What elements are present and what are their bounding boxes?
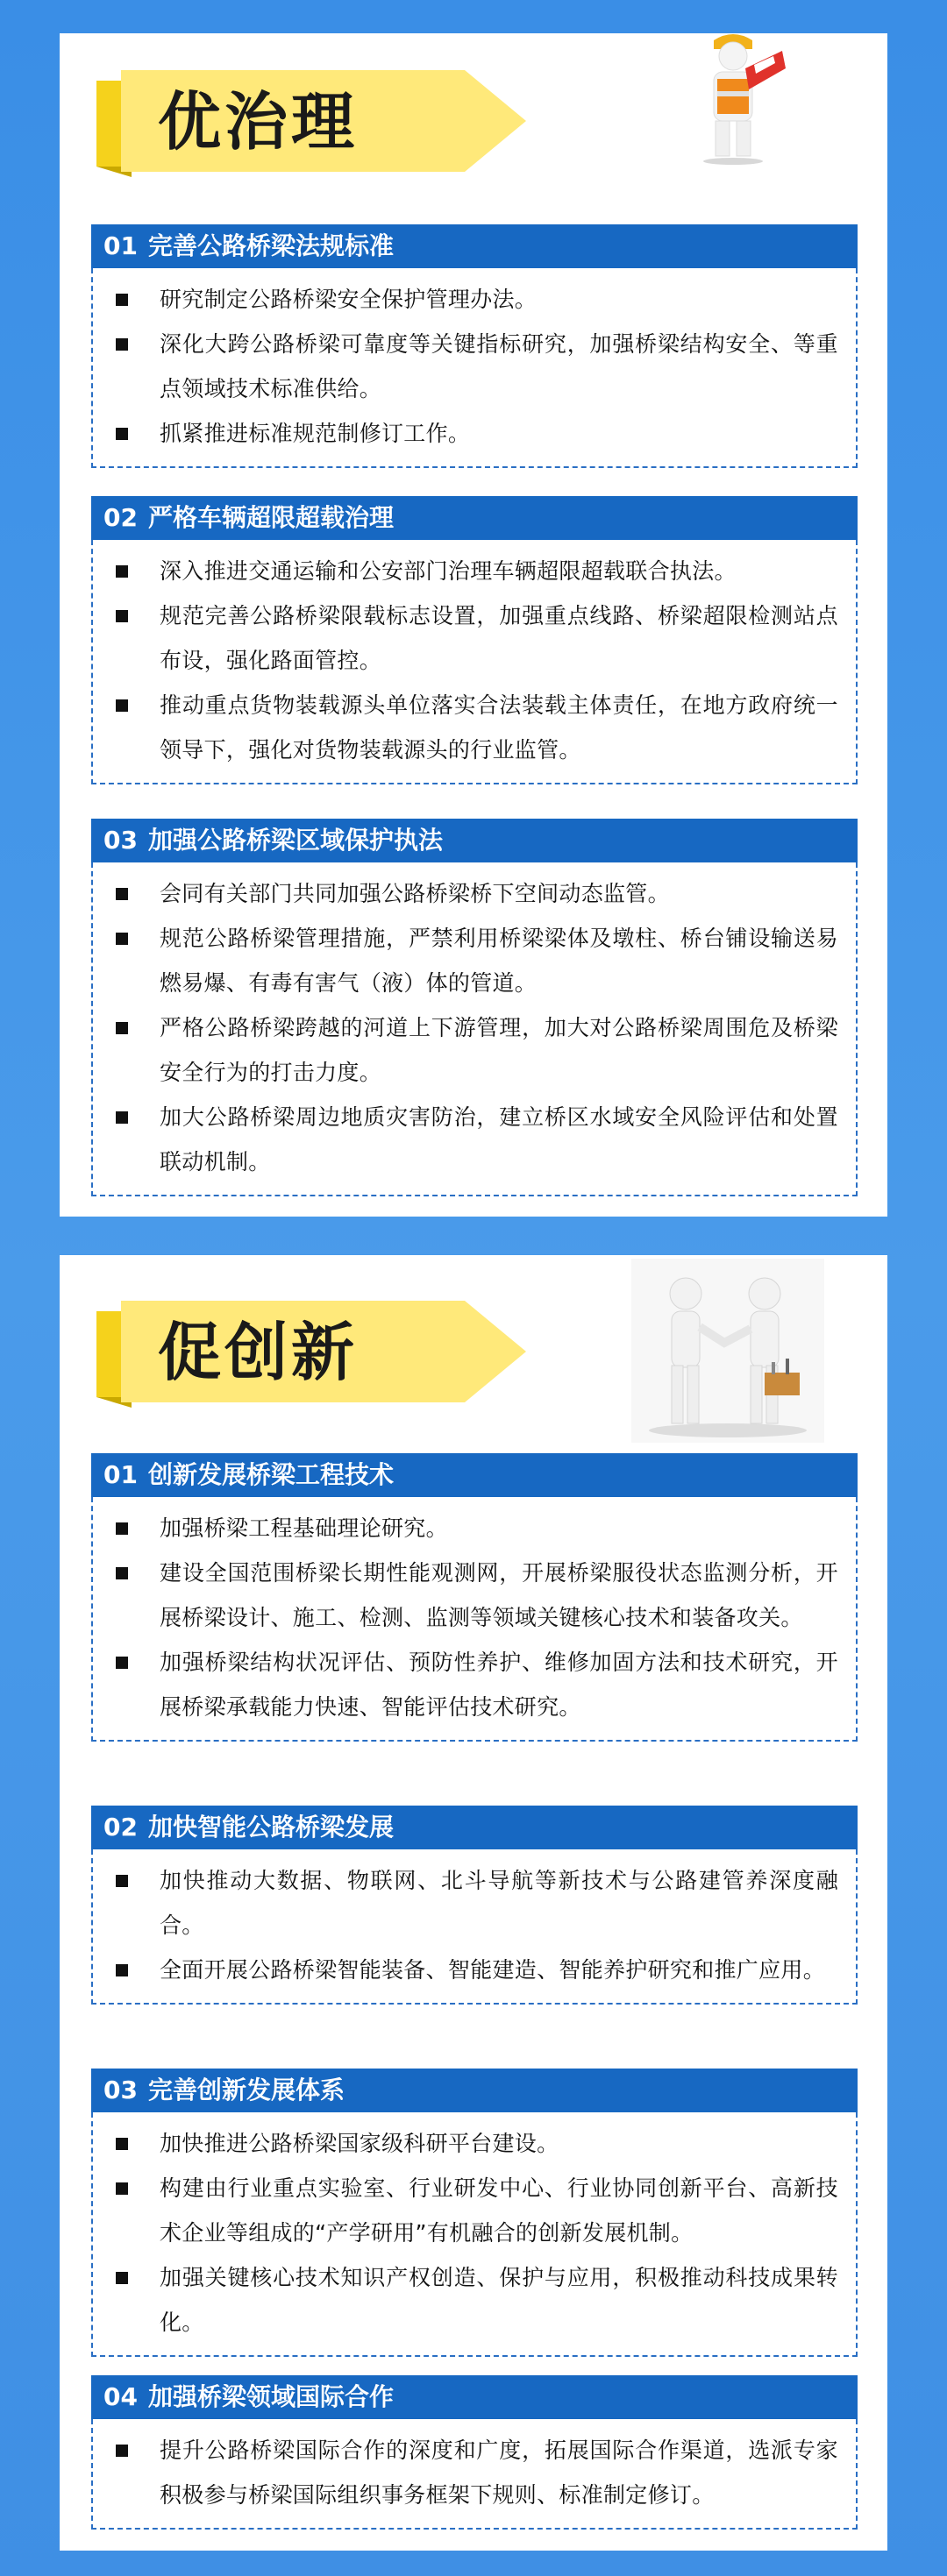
section-2-3 xyxy=(91,2069,858,2357)
section-heading: 创新发展桥梁工程技术 xyxy=(147,1460,394,1489)
bullet-square-icon xyxy=(116,1022,128,1034)
list-item xyxy=(116,1858,838,1948)
section-heading: 完善创新发展体系 xyxy=(147,2076,345,2104)
list-item xyxy=(116,1551,838,1640)
section-number: 01 xyxy=(103,231,138,260)
section-2-1 xyxy=(91,1453,858,1742)
panel-title: 促创新 xyxy=(158,1316,359,1389)
item-text: 抓紧推进标准规范制修订工作。 xyxy=(160,421,471,446)
bullet-square-icon xyxy=(116,1567,128,1579)
bullet-square-icon xyxy=(116,565,128,578)
list-item xyxy=(116,871,838,916)
title-banner xyxy=(96,70,526,177)
section-body xyxy=(91,540,858,784)
list-item xyxy=(116,2166,838,2255)
item-text: 加大公路桥梁周边地质灾害防治，建立桥区水域安全风险评估和处置联动机制。 xyxy=(160,1104,838,1174)
list-item xyxy=(116,2255,838,2345)
bullet-square-icon xyxy=(116,2272,128,2284)
section-heading: 加快智能公路桥梁发展 xyxy=(147,1813,394,1842)
list-item xyxy=(116,593,838,683)
bullet-square-icon xyxy=(116,1522,128,1535)
item-text: 加快推动大数据、物联网、北斗导航等新技术与公路建管养深度融合。 xyxy=(160,1868,838,1938)
bullet-square-icon xyxy=(116,933,128,945)
item-text: 加强桥梁结构状况评估、预防性养护、维修加固方法和技术研究，开展桥梁承载能力快速、智能评估技术研究。 xyxy=(160,1650,838,1720)
section-header xyxy=(91,819,858,862)
section-body xyxy=(91,2419,858,2530)
item-text: 会同有关部门共同加强公路桥梁桥下空间动态监管。 xyxy=(160,881,670,906)
bullet-square-icon xyxy=(116,2138,128,2150)
section-header xyxy=(91,224,858,268)
section-header xyxy=(91,2069,858,2112)
section-header xyxy=(91,1453,858,1497)
item-text: 研究制定公路桥梁安全保护管理办法。 xyxy=(160,287,538,312)
list-item xyxy=(116,1005,838,1095)
bullet-square-icon xyxy=(116,428,128,440)
bullet-square-icon xyxy=(116,338,128,351)
section-body xyxy=(91,1497,858,1742)
section-number: 03 xyxy=(103,826,138,855)
section-heading: 加强公路桥梁区域保护执法 xyxy=(147,826,443,855)
section-body xyxy=(91,1849,858,2005)
item-text: 规范完善公路桥梁限载标志设置，加强重点线路、桥梁超限检测站点布设，强化路面管控。 xyxy=(160,603,838,673)
bullet-square-icon xyxy=(116,2182,128,2195)
bullet-square-icon xyxy=(116,610,128,622)
item-text: 全面开展公路桥梁智能装备、智能建造、智能养护研究和推广应用。 xyxy=(160,1957,826,1983)
section-number: 04 xyxy=(103,2382,138,2411)
section-number: 03 xyxy=(103,2076,138,2104)
item-text: 构建由行业重点实验室、行业研发中心、行业协同创新平台、高新技术企业等组成的“产学研用”有机融合的创新发展机制。 xyxy=(160,2175,838,2246)
section-number: 02 xyxy=(103,1813,138,1842)
list-item xyxy=(116,549,838,593)
bullet-square-icon xyxy=(116,1964,128,1976)
section-header xyxy=(91,1806,858,1849)
panel-innovation xyxy=(60,1255,887,2551)
list-item xyxy=(116,322,838,411)
bullet-square-icon xyxy=(116,888,128,900)
item-text: 规范公路桥梁管理措施，严禁利用桥梁梁体及墩柱、桥台铺设输送易燃易爆、有毒有害气（液）体的管道。 xyxy=(160,926,838,996)
section-1-1 xyxy=(91,224,858,468)
item-text: 提升公路桥梁国际合作的深度和广度，拓展国际合作渠道，选派专家积极参与桥梁国际组织事务框架下规则、标准制定修订。 xyxy=(160,2438,838,2508)
bullet-square-icon xyxy=(116,2445,128,2457)
item-text: 加强桥梁工程基础理论研究。 xyxy=(160,1515,448,1541)
item-text: 严格公路桥梁跨越的河道上下游管理，加大对公路桥梁周围危及桥梁安全行为的打击力度。 xyxy=(160,1015,838,1085)
bullet-square-icon xyxy=(116,1111,128,1124)
bullet-square-icon xyxy=(116,1657,128,1669)
section-body xyxy=(91,2112,858,2357)
list-item xyxy=(116,1948,838,1992)
list-item xyxy=(116,277,838,322)
list-item xyxy=(116,1095,838,1184)
item-text: 加强关键核心技术知识产权创造、保护与应用，积极推动科技成果转化。 xyxy=(160,2265,838,2335)
list-item xyxy=(116,683,838,772)
panel-governance xyxy=(60,33,887,1217)
section-heading: 严格车辆超限超载治理 xyxy=(147,503,394,532)
panel-title: 优治理 xyxy=(158,85,359,159)
section-number: 01 xyxy=(103,1460,138,1489)
section-1-2 xyxy=(91,496,858,784)
bullet-square-icon xyxy=(116,699,128,712)
section-heading: 完善公路桥梁法规标准 xyxy=(147,231,394,260)
worker-with-traffic-cone-icon xyxy=(687,33,793,165)
section-body xyxy=(91,268,858,468)
list-item xyxy=(116,916,838,1005)
section-body xyxy=(91,862,858,1196)
section-header xyxy=(91,496,858,540)
title-banner xyxy=(96,1301,526,1408)
section-2-2 xyxy=(91,1806,858,2005)
handshake-people-icon xyxy=(631,1259,824,1443)
list-item xyxy=(116,1640,838,1729)
section-heading: 加强桥梁领域国际合作 xyxy=(147,2382,394,2411)
item-text: 推动重点货物装载源头单位落实合法装载主体责任，在地方政府统一领导下，强化对货物装载源头的行业监管。 xyxy=(160,692,838,763)
section-header xyxy=(91,2375,858,2419)
list-item xyxy=(116,1506,838,1551)
bullet-square-icon xyxy=(116,1875,128,1887)
section-2-4 xyxy=(91,2375,858,2530)
bullet-square-icon xyxy=(116,294,128,306)
item-text: 建设全国范围桥梁长期性能观测网，开展桥梁服役状态监测分析，开展桥梁设计、施工、检测、监测等领域关键核心技术和装备攻关。 xyxy=(160,1560,838,1630)
item-text: 深入推进交通运输和公安部门治理车辆超限超载联合执法。 xyxy=(160,558,737,584)
section-number: 02 xyxy=(103,503,138,532)
list-item xyxy=(116,411,838,456)
item-text: 深化大跨公路桥梁可靠度等关键指标研究，加强桥梁结构安全、等重点领域技术标准供给。 xyxy=(160,331,838,401)
list-item xyxy=(116,2121,838,2166)
list-item xyxy=(116,2428,838,2517)
section-1-3 xyxy=(91,819,858,1196)
item-text: 加快推进公路桥梁国家级科研平台建设。 xyxy=(160,2131,559,2156)
